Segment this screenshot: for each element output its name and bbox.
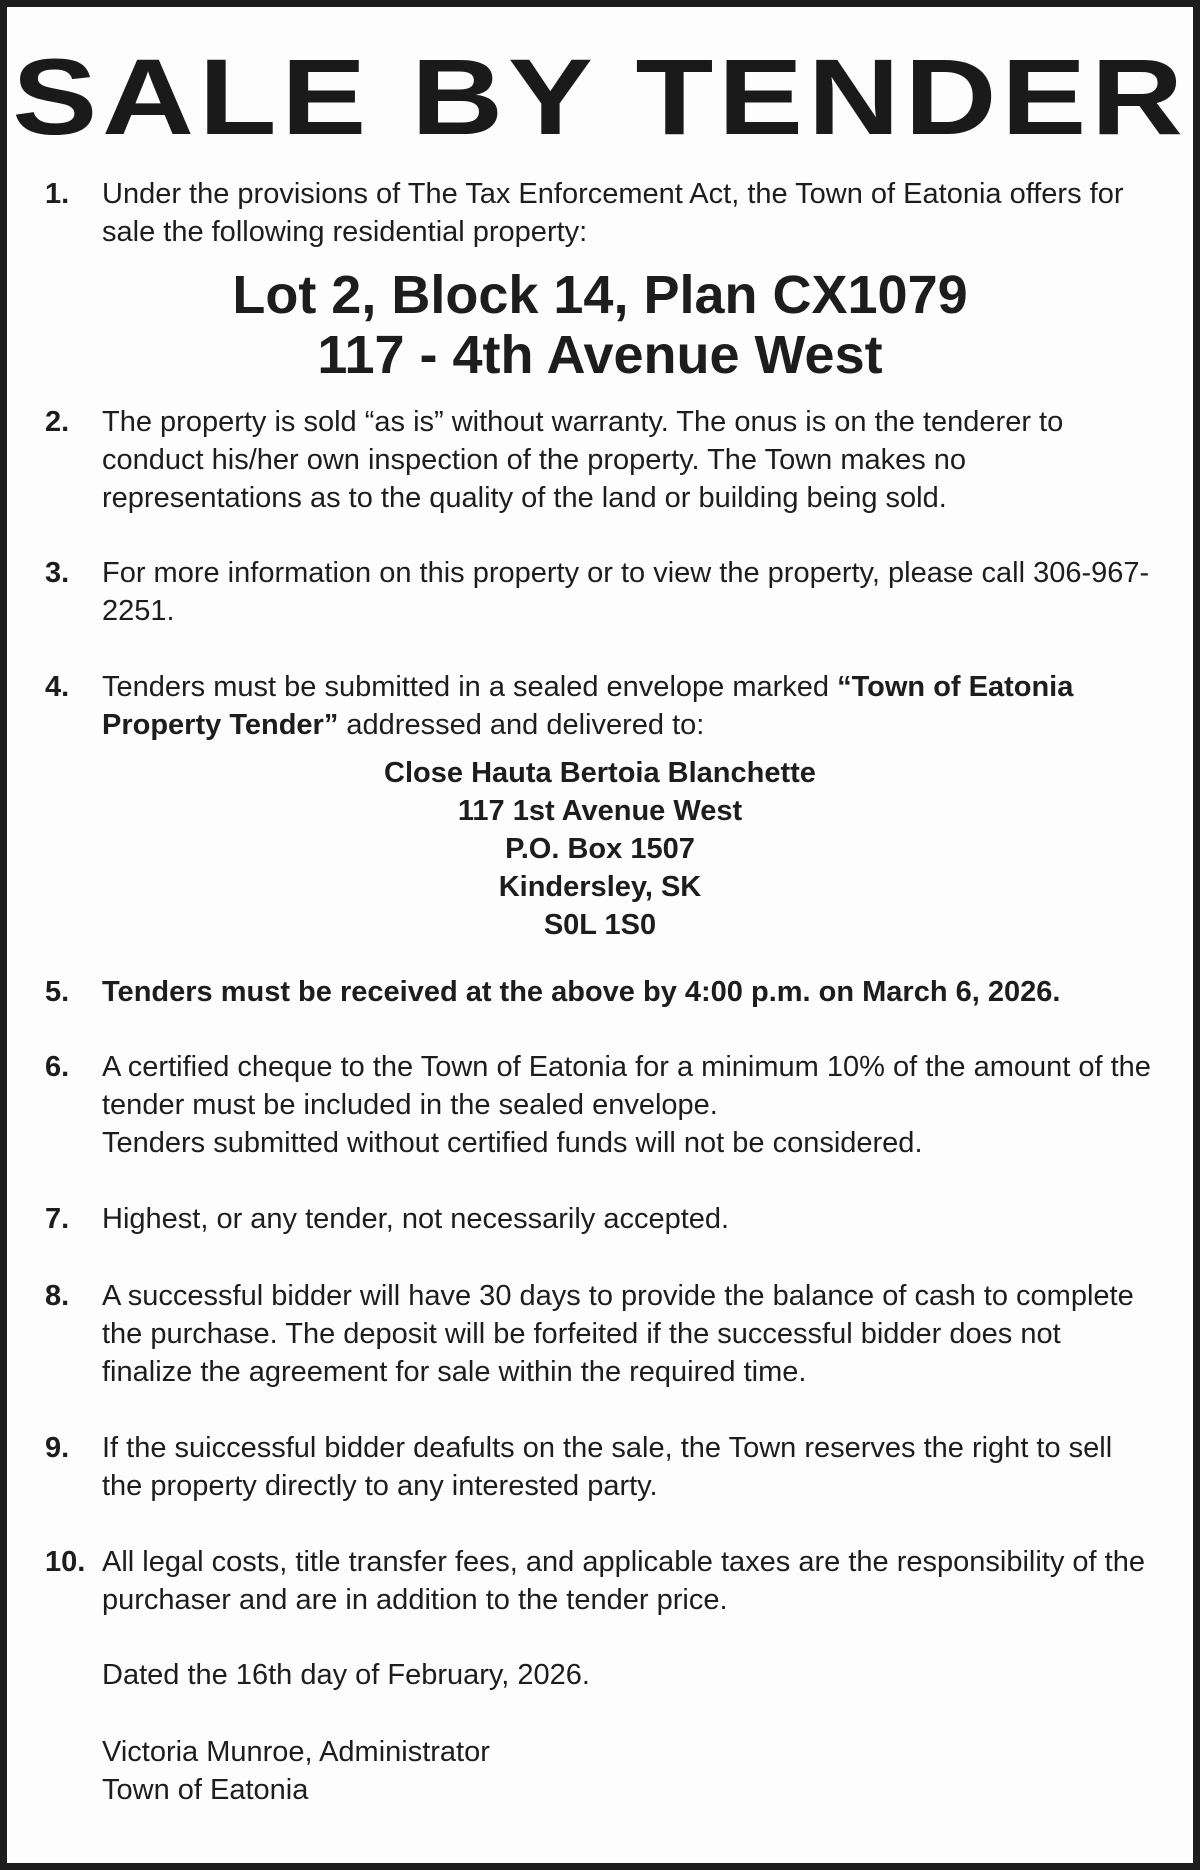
item-number: 7. [45,1203,70,1235]
address-line: 117 1st Avenue West [457,795,743,827]
envelope-marking: “Town of Eatonia Property Tender” [102,671,1074,741]
item-text-part: addressed and delivered to: [338,709,705,741]
item-text: Tenders submitted without certified funds will not be considered. [102,1127,923,1159]
signatory-name: Victoria Munroe, Administrator [102,1736,490,1768]
address-line: Kindersley, SK [498,871,702,903]
signature-block [102,1733,1153,1809]
property-description [7,265,1193,385]
property-legal-description: Lot 2, Block 14, Plan CX1079 [232,265,968,325]
item-number: 6. [45,1051,70,1083]
item-number: 2. [45,406,70,438]
item-number: 1. [45,178,70,210]
item-number: 4. [45,671,70,703]
item-text: For more information on this property or to view the property, please call 306-967-2251. [102,557,1150,627]
address-line: Close Hauta Bertoia Blanchette [384,757,816,789]
item-number: 10. [45,1546,86,1578]
item-text: A successful bidder will have 30 days to provide the balance of cash to complete the purchase. The deposit will be forfeited if the successful bidder does not finalize the agreement for sale within the required time. [102,1280,1134,1388]
item-number: 8. [45,1280,70,1312]
item-text: Under the provisions of The Tax Enforcement Act, the Town of Eatonia offers for sale the following residential property: [102,178,1124,248]
signatory-organization: Town of Eatonia [102,1774,309,1806]
notice-title: SALE BY TENDER [12,36,1188,157]
item-number: 3. [45,557,70,589]
item-text: All legal costs, title transfer fees, and applicable taxes are the responsibility of the purchaser and are in addition to the tender price. [102,1546,1145,1616]
item-text: A certified cheque to the Town of Eatonia for a minimum 10% of the amount of the tender must be included in the sealed envelope. [102,1051,1151,1121]
item-number: 9. [45,1432,70,1464]
delivery-address [7,754,1193,944]
dated-line: Dated the 16th day of February, 2026. [102,1659,590,1691]
item-number: 5. [45,976,70,1008]
item-text: Highest, or any tender, not necessarily accepted. [102,1203,730,1235]
address-line: S0L 1S0 [543,909,657,941]
address-line: P.O. Box 1507 [505,833,695,865]
item-text: The property is sold “as is” without warranty. The onus is on the tenderer to conduct his/her own inspection of the property. The Town makes no representations as to the quality of the land or building being sold. [102,406,1064,514]
item-text [102,668,1153,744]
item-text: If the suiccessful bidder deafults on the sale, the Town reserves the right to sell the property directly to any interested party. [102,1432,1113,1502]
item-text-part: Tenders must be submitted in a sealed envelope marked [102,671,838,703]
property-street-address: 117 - 4th Avenue West [317,325,883,385]
item-text: Tenders must be received at the above by 4:00 p.m. on March 6, 2026. [102,976,1061,1008]
